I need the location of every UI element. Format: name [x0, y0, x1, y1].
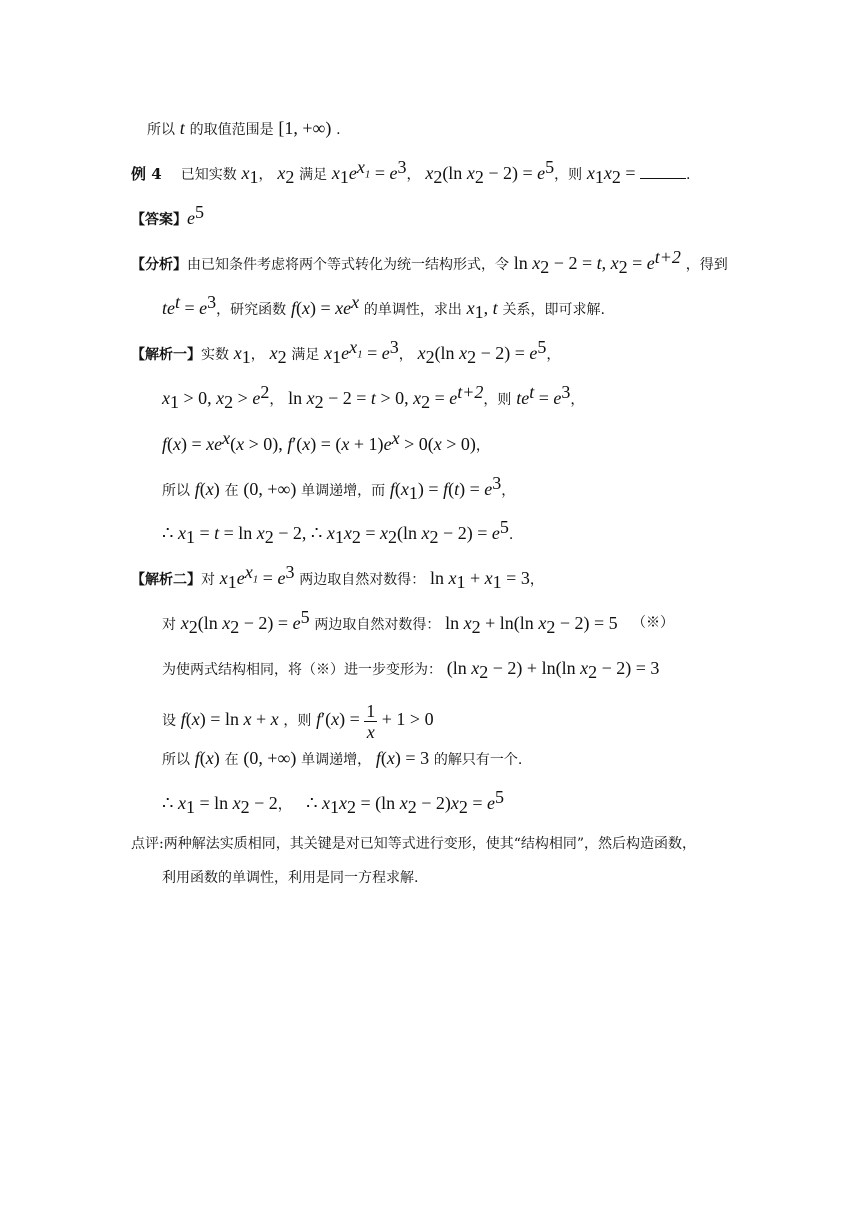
equation-note: （※）	[632, 615, 674, 631]
solution1-line-4: 所以 f(x) 在 (0, +∞) 单调递增，而 $f(x_1) = f(t) = e^3$，	[162, 473, 516, 503]
answer-blank	[640, 164, 686, 179]
analysis-line-2: $te^t = e^3$，研究函数 $f(x) = xe^x$ 的单调性，求出 $x_1$, t 关系，即可求解.	[162, 292, 605, 322]
solution2-line-5: 所以 f(x) 在 (0, +∞) 单调递增， f(x) = 3 的解只有一个.	[162, 748, 523, 768]
solution1-line-1: 【解析一】实数 $x_1$， $x_2$ 满足 $x_1e^{x_1} = e^3$， $x_2(\ln$ $x_2 - 2) = e^5$，	[131, 337, 561, 367]
solution2-line-2: 对 $x_2(\ln$ $x_2 - 2) = e^5$ 两边取自然对数得： $\ln x_2 + \ln(\ln$ $x_2 - 2) = 5$	[162, 607, 618, 637]
solution1-line-5: ∴ $x_1 = t = \ln x_2 - 2$, ∴ $x_1x_2 = x_2(\ln$ $x_2 - 2) = e^5$.	[162, 517, 514, 547]
answer-line: 【答案】$e^5$	[131, 202, 204, 228]
solution2-line-4: 设 f(x) = ln x + x ，则 f′(x) = $\frac{1}{x}$ + 1 > 0	[162, 700, 434, 742]
solution2-line-6: ∴ $x_1 = \ln x_2 - 2$， ∴ $x_1x_2 = (\ln$ $x_2 - 2)x_2 = e^5$	[162, 787, 504, 817]
fraction: $\frac{1}{x}$	[366, 700, 376, 742]
analysis-line-1: 【分析】由已知条件考虑将两个等式转化为统一结构形式，令 $\ln x_2 - 2 = t$, $x_2 = e^{t+2}$ ，得到	[131, 247, 728, 277]
example-label: 例 4	[131, 165, 162, 183]
solution2-line-3: 为使两式结构相同，将（※）进一步变形为： (ln $x_2 - 2) + \ln(\ln$ $x_2 - 2) = 3$	[162, 658, 660, 682]
comment-line-2: 利用函数的单调性，利用是同一方程求解.	[162, 870, 419, 886]
solution1-line-2: $x_1 > 0$, $x_2 > e^2$， $\ln x_2 - 2 = t > 0$, $x_2 = e^{t+2}$，则 $te^t = e^3$，	[162, 382, 585, 412]
solution1-line-3: $f(x) = xe^x(x > 0)$, $f'(x) = (x + 1)e^x > 0(x > 0)$，	[162, 428, 490, 454]
solution2-line-1: 【解析二】对 $x_1e^{x_1} = e^3$ 两边取自然对数得： $\ln x_1 + x_1 = 3$，	[131, 562, 544, 592]
comment-line-1: 点评:两种解法实质相同，其关键是对已知等式进行变形，使其“结构相同”，然后构造函数，	[131, 836, 697, 852]
example-4-statement: 例 4 已知实数 $x_1$， $x_2$ 满足 $x_1e^{x_1} = e^3$， $x_2(\ln$ $x_2 - 2) = e^5$，则 $x_1x_2$ = .	[131, 157, 691, 187]
conclusion-line: 所以 t 的取值范围是 [1, +∞) .	[147, 118, 341, 138]
